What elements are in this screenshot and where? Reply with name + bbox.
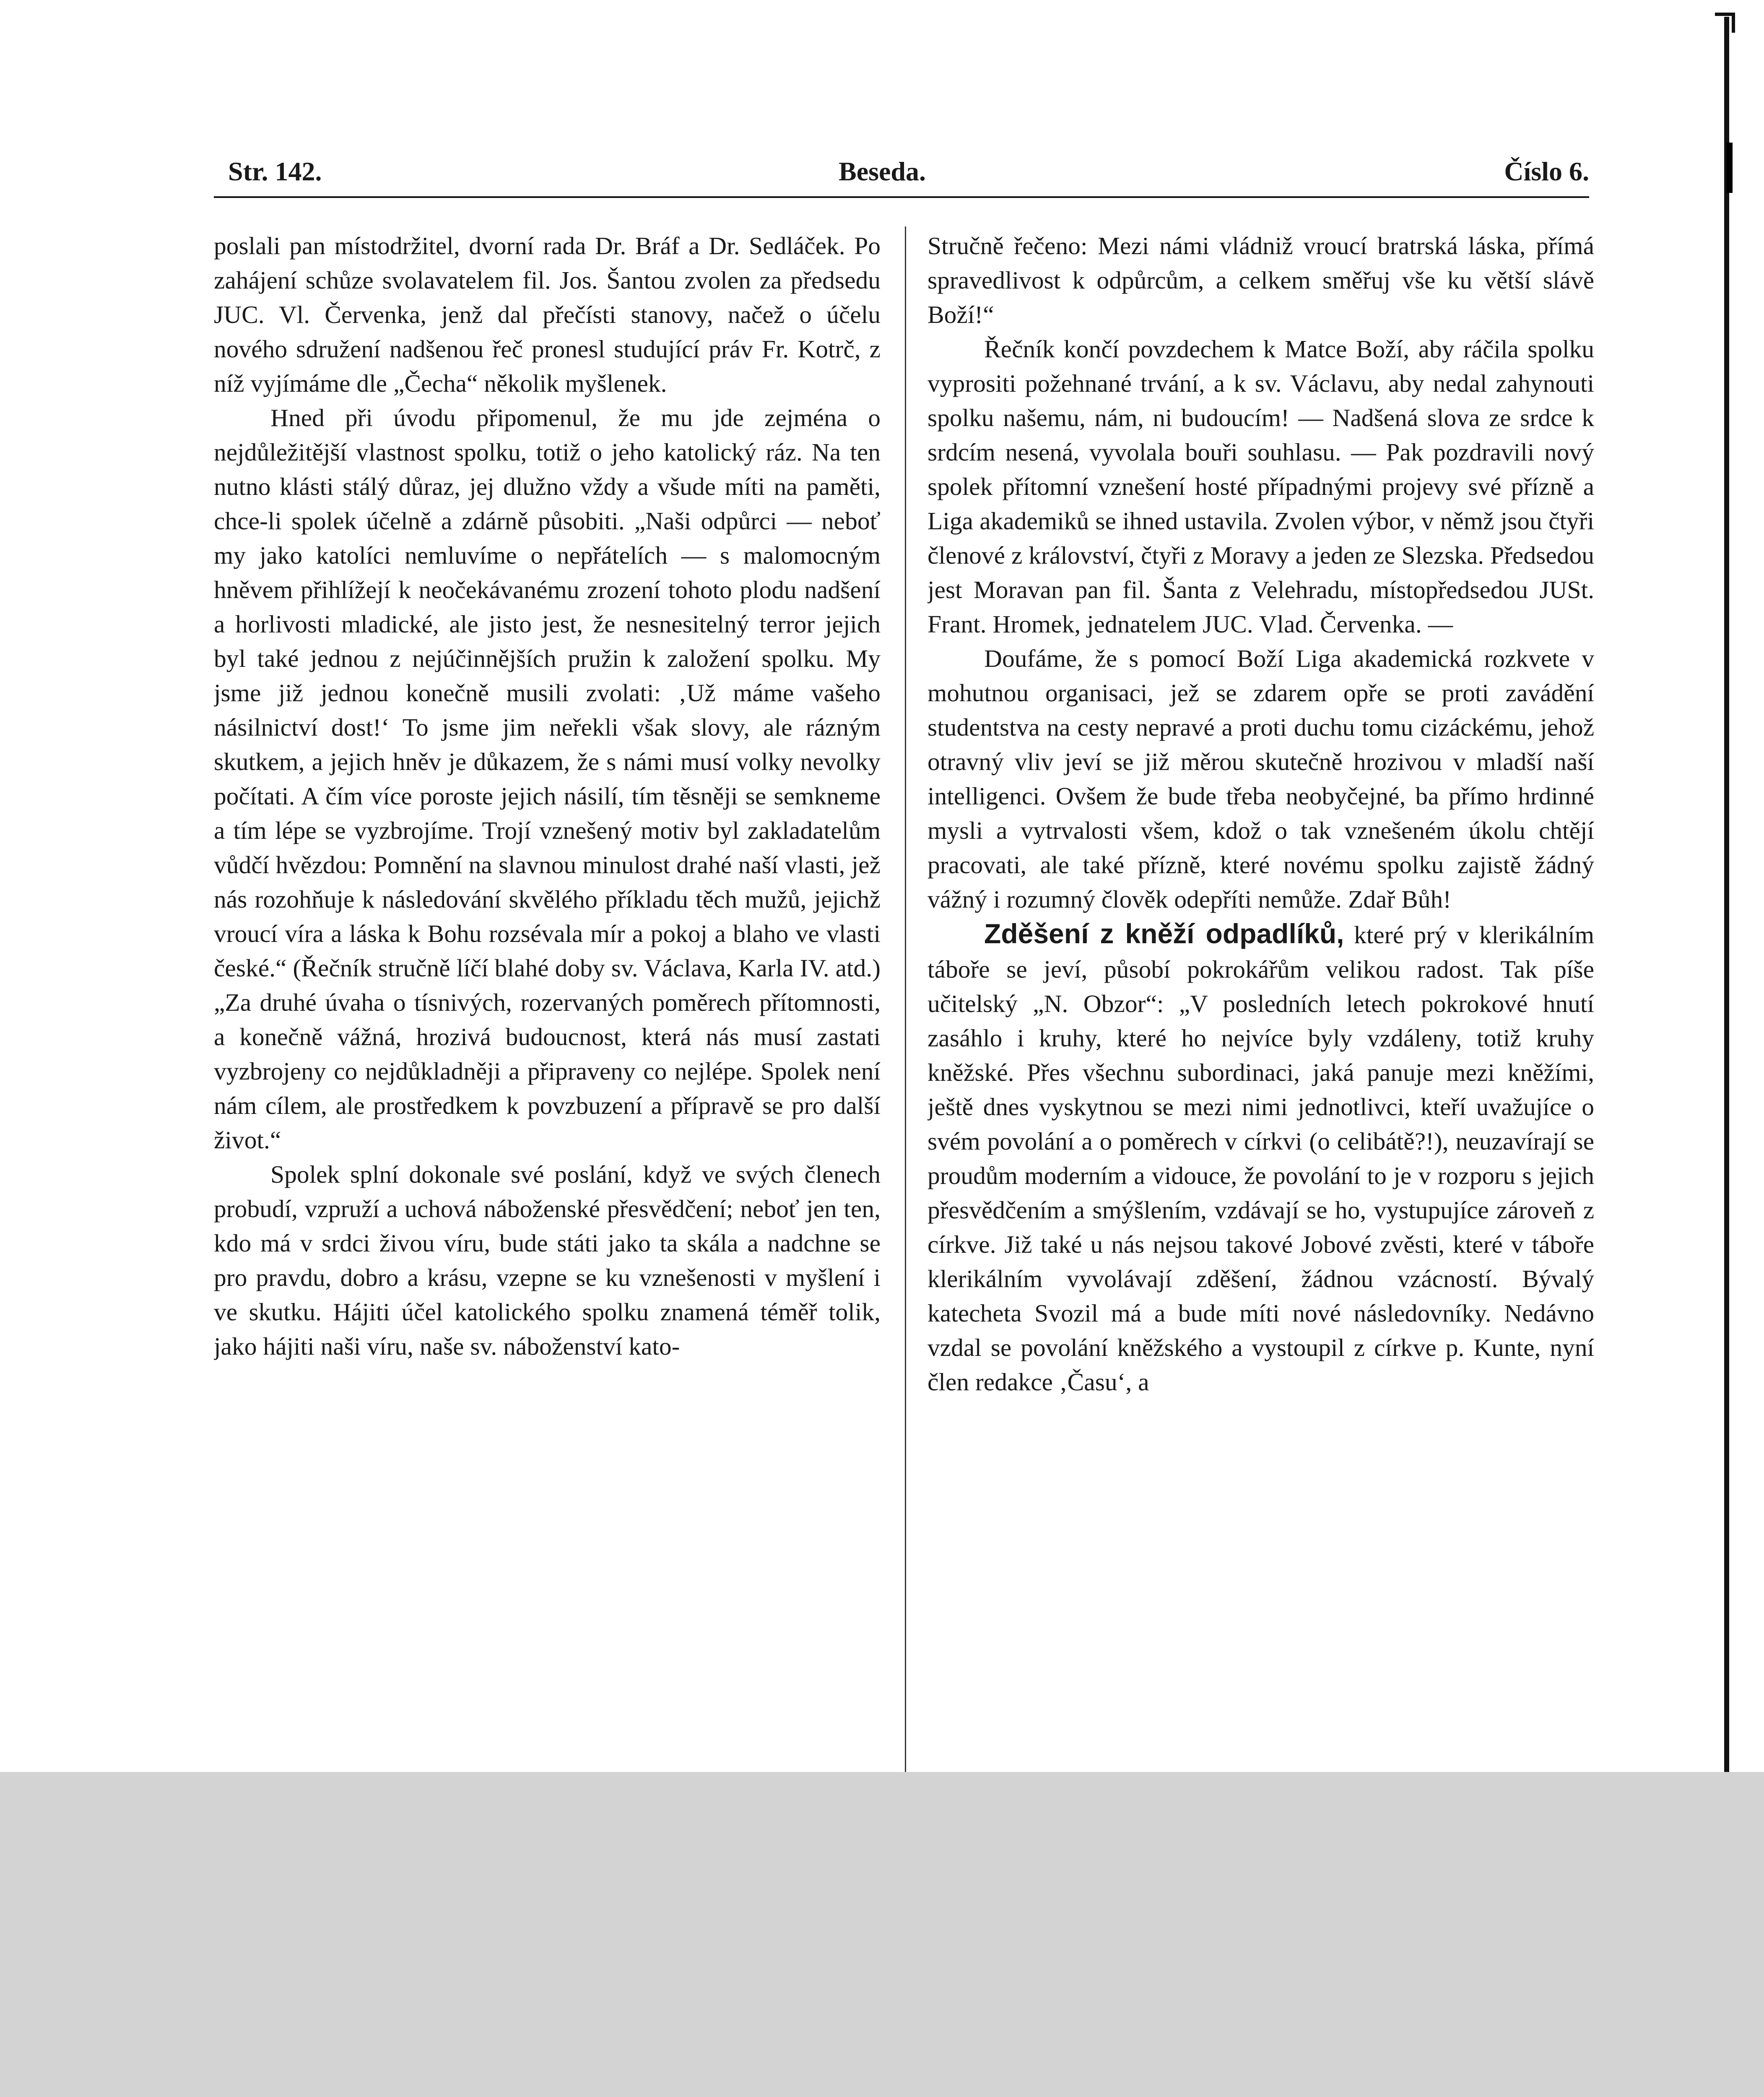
left-column [214,229,881,1772]
paragraph: Doufáme, že s pomocí Boží Liga akademická rozkvete v mohutnou organisaci, jež se zdarem opře se proti zavádění studentstva na cesty nepravé a proti duchu tomu cizáckému, jehož otravný vliv jeví se již měrou skutečně hrozivou v mladší naší intelligenci. Ovšem že bude třeba neobyčejné, ba přímo hrdinné mysli a vytrvalosti všem, kdož o tak vznešeném úkolu chtějí pracovati, ale také přízně, které novému spolku zajistě žádný vážný i rozumný člověk odepříti nemůže. Zdař Bůh! [927,645,1594,913]
header-rule [214,196,1589,198]
page-header [214,156,1589,198]
right-column [927,229,1594,1772]
section-text: které prý v klerikálním táboře se jeví, působí pokrokářům velikou radost. Tak píše učitelský „N. Obzor“: „V posledních letech pokrokové hnutí zasáhlo i kruhy, které ho nejvíce byly vzdáleny, totiž kruhy kněžské. Přes všechnu subordinaci, jaká panuje mezi kněžími, ještě dnes vyskytnou se mezi nimi jednotlivci, kteří uvažujíce o svém povolání a o poměrech v církvi (o celibátě?!), neuzavírají se proudům moderním a vidouce, že povolání to je v rozporu s jejich přesvědčením a smýšlením, vzdávají se ho, vystupujíce zároveň z církve. Již také u nás nejsou takové Jobové zvěsti, které v táboře klerikálním vyvolávají zděšení, žádnou vzácností. Bývalý katecheta Svozil má a bude míti nové následovníky. Nedávno vzdal se povolání kněžského a vystoupil z církve p. Kunte, nyní člen redakce ‚Času‘, a [927,921,1594,1396]
section-paragraph [927,916,1594,1399]
scan-border-right [1724,17,1729,1772]
scan-mark [1727,143,1733,193]
section-heading: Zděšení z kněží odpadlíků, [984,918,1344,949]
paragraph: Řečník končí povzdechem k Matce Boží, aby ráčila spolku vyprositi požehnané trvání, a k sv. Václavu, aby nedal zahynouti spolku našemu, nám, ni budoucím! — Nadšená slova ze srdce k srdcím nesená, vyvolala bouři souhlasu. — Pak pozdravili nový spolek přítomní vznešení hosté případnými projevy své přízně a Liga akademiků se ihned ustavila. Zvolen výbor, v němž jsou čtyři členové z království, čtyři z Moravy a jeden ze Slezska. Předsedou jest Moravan pan fil. Šanta z Velehradu, místopředsedou JUSt. Frant. Hromek, jednatelem JUC. Vlad. Červenka. — [927,335,1594,638]
paragraph: Stručně řečeno: Mezi námi vládniž vroucí bratrská láska, přímá spravedlivost k odpůrcům, a celkem směřuj vše ku větší slávě Boží!“ [927,232,1594,328]
page-number: Str. 142. [228,156,322,186]
paragraph: poslali pan místodržitel, dvorní rada Dr. Bráf a Dr. Sedláček. Po zahájení schůze svolavatelem fil. Jos. Šantou zvolen za předsedu JUC. Vl. Červenka, jenž dal přečísti stanovy, načež o účelu nového sdružení nadšenou řeč pronesl studující práv Fr. Kotrč, z níž vyjímáme dle „Čecha“ několik myšlenek. [214,232,881,397]
paragraph: Spolek splní dokonale své poslání, když ve svých členech probudí, vzpruží a uchová náboženské přesvědčení; neboť jen ten, kdo má v srdci živou víru, bude státi jako ta skála a nadchne se pro pravdu, dobro a krásu, vzepne se ku vznešenosti v myšlení i ve skutku. Hájiti účel katolického spolku znamená téměř tolik, jako hájiti naši víru, naše sv. náboženství kato- [214,1160,881,1360]
publication-title: Beseda. [839,156,926,186]
column-divider [905,226,906,1772]
paragraph: Hned při úvodu připomenul, že mu jde zejména o nejdůležitější vlastnost spolku, totiž o jeho katolický ráz. Na ten nutno klásti stálý důraz, jej dlužno vždy a všude míti na paměti, chce-li spolek účelně a zdárně působiti. „Naši odpůrci — neboť my jako katolíci nemluvíme o nepřátelích — s malomocným hněvem přihlížejí k neočekávanému zrození tohoto plodu nadšení a horlivosti mladické, ale jisto jest, že nesnesitelný terror jejich byl také jednou z nejúčinnějších pružin k založení spolku. My jsme již jednou konečně musili zvolati: ‚Už máme vašeho násilnictví dost!‘ To jsme jim neřekli však slovy, ale rázným skutkem, a jejich hněv je důkazem, že s námi musí volky nevolky počítati. A čím více poroste jejich násilí, tím těsněji se semkneme a tím lépe se vyzbrojíme. Trojí vznešený motiv byl zakladatelům vůdčí hvězdou: Pomnění na slavnou minulost drahé naší vlasti, jež nás rozohňuje k následování skvělého příkladu těch mužů, jejichž vroucí víra a láska k Bohu rozsévala mír a pokoj a blaho ve vlasti české.“ (Řečník stručně líčí blahé doby sv. Václava, Karla IV. atd.) „Za druhé úvaha o tísnivých, rozervaných poměrech přítomnosti, a konečně vážná, hrozivá budoucnost, která nás musí zastati vyzbrojeny co nejdůkladněji a připraveny co nejlépe. Spolek není nám cílem, ale prostředkem k povzbuzení a přípravě se pro další život.“ [214,404,881,1154]
issue-number: Číslo 6. [1504,156,1589,186]
